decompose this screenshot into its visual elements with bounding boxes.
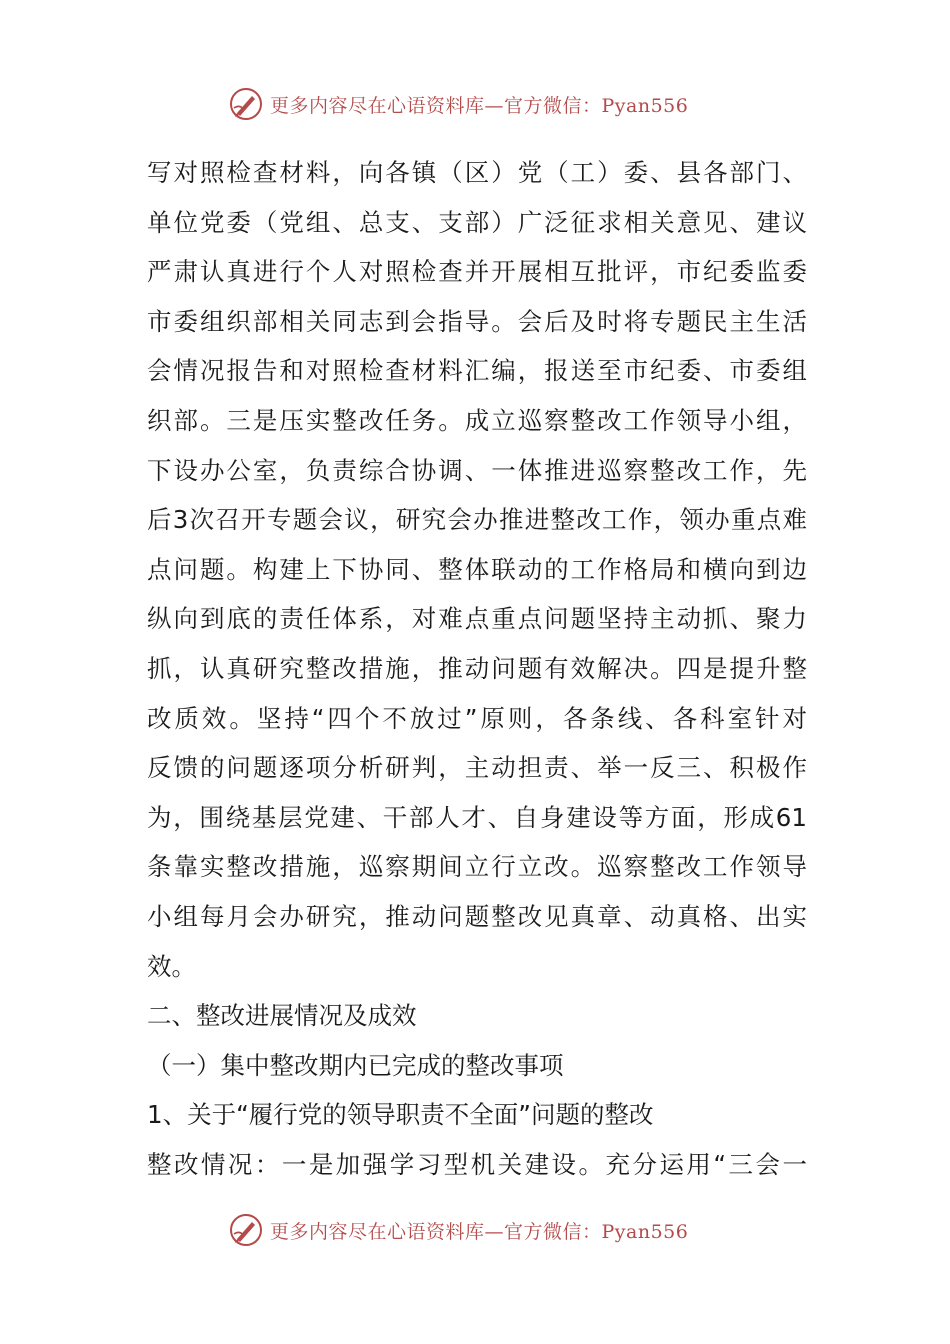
body-line: 织部。三是压实整改任务。成立巡察整改工作领导小组， <box>147 405 807 435</box>
body-line: 下设办公室，负责综合协调、一体推进巡察整改工作，先 <box>147 455 807 485</box>
body-line: 后3次召开专题会议，研究会办推进整改工作，领办重点难 <box>147 505 807 535</box>
header-banner <box>228 82 748 126</box>
footer-banner-text: 更多内容尽在心语资料库—官方微信：Pyan556 <box>270 1220 689 1243</box>
body-line: 整改情况：一是加强学习型机关建设。充分运用“三会一 <box>147 1149 807 1179</box>
body-line: 抓，认真研究整改措施，推动问题有效解决。四是提升整 <box>147 653 807 683</box>
pen-logo-icon <box>228 86 264 122</box>
body-line: 反馈的问题逐项分析研判，主动担责、举一反三、积极作 <box>147 753 807 783</box>
section-heading: 二、整改进展情况及成效 <box>147 1001 417 1031</box>
body-line: 效。 <box>147 951 196 981</box>
body-line: 严肃认真进行个人对照检查并开展相互批评，市纪委监委 <box>147 257 807 287</box>
body-line: 会情况报告和对照检查材料汇编，报送至市纪委、市委组 <box>147 356 807 386</box>
body-line: 纵向到底的责任体系，对难点重点问题坚持主动抓、聚力 <box>147 604 807 634</box>
body-line: 单位党委（党组、总支、支部）广泛征求相关意见、建议 <box>147 207 807 237</box>
item-heading: 1、关于“履行党的领导职责不全面”问题的整改 <box>147 1100 654 1130</box>
body-line: 条靠实整改措施，巡察期间立行立改。巡察整改工作领导 <box>147 852 807 882</box>
body-line: 市委组织部相关同志到会指导。会后及时将专题民主生活 <box>147 306 807 336</box>
body-line: 点问题。构建上下协同、整体联动的工作格局和横向到边 <box>147 554 807 584</box>
header-banner-text: 更多内容尽在心语资料库—官方微信：Pyan556 <box>270 94 689 117</box>
subsection-heading: （一）集中整改期内已完成的整改事项 <box>147 1050 564 1080</box>
body-line: 改质效。坚持“四个不放过”原则，各条线、各科室针对 <box>147 703 807 733</box>
document-body <box>147 148 807 1189</box>
body-line: 为，围绕基层党建、干部人才、自身建设等方面，形成61 <box>147 802 807 832</box>
pen-logo-icon <box>228 1212 264 1248</box>
body-line: 写对照检查材料，向各镇（区）党（工）委、县各部门、 <box>147 158 807 187</box>
body-line: 小组每月会办研究，推动问题整改见真章、动真格、出实 <box>147 901 807 931</box>
footer-banner <box>228 1208 748 1252</box>
